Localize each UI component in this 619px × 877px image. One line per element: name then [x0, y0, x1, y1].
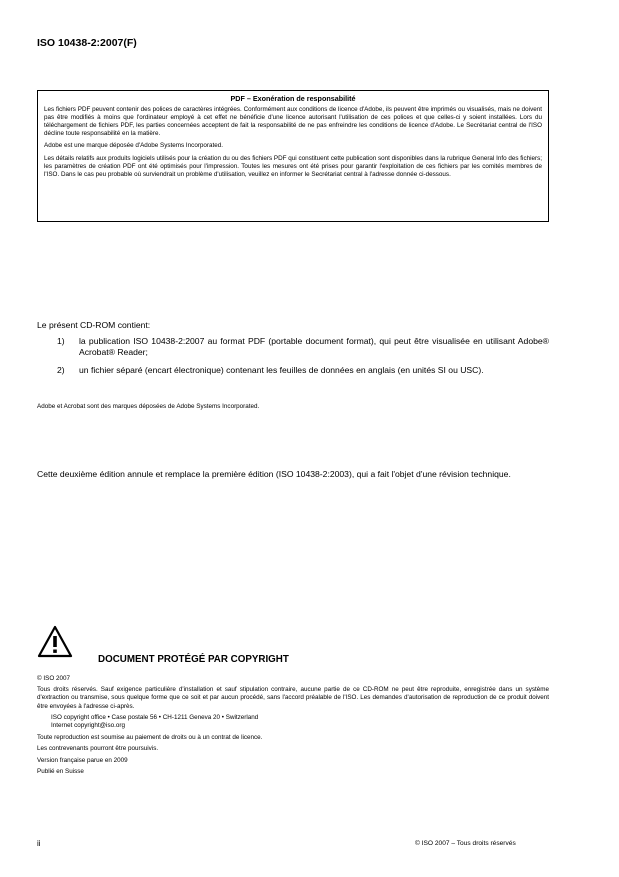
list-item-text: la publication ISO 10438-2:2007 au format PDF (portable document format), qui peut être visualisée en utilisant Adobe® Acrobat® Reader; [79, 336, 549, 357]
list-item-text: un fichier séparé (encart électronique) contenant les feuilles de données en anglais (en unités SI ou USC). [79, 365, 484, 375]
pdf-disclaimer-box [37, 90, 549, 222]
list-item [37, 336, 549, 358]
copyright-year: © ISO 2007 [37, 675, 70, 682]
warning-triangle-icon [37, 624, 73, 660]
page-number: ii [37, 839, 41, 848]
trademark-note: Adobe et Acrobat sont des marques déposées de Adobe Systems Incorporated. [37, 403, 260, 410]
copyright-line: Les contrevenants pourront être poursuivis. [37, 745, 159, 753]
disclaimer-paragraph: Adobe est une marque déposée d'Adobe Systems Incorporated. [44, 142, 224, 150]
cdrom-contents-list [37, 336, 549, 383]
list-item-number: 2) [57, 365, 65, 375]
copyright-line: Version française parue en 2009 [37, 756, 128, 764]
copyright-rights: Tous droits réservés. Sauf exigence particulière d'installation et sauf stipulation contraire, aucune partie de ce CD-ROM ne peut être reproduite, enregistrée dans un système d'extraction ou transmise, sous quelque forme que ce soit et par aucun procédé, sans l'accord préalable de l'ISO. Les demandes d'autorisation de reproduction de ce produit doivent être envoyées à l'adresse ci-après. [37, 686, 549, 710]
disclaimer-title: PDF – Exonération de responsabilité [230, 94, 356, 103]
document-id: ISO 10438-2:2007(F) [37, 37, 137, 49]
edition-note: Cette deuxième édition annule et remplace la première édition (ISO 10438-2:2003), qui a fait l'objet d'une révision technique. [37, 469, 511, 479]
list-item-number: 1) [57, 336, 65, 346]
list-item [37, 365, 549, 376]
address-internet: Internet copyright@iso.org [51, 722, 125, 730]
disclaimer-paragraph: Les fichiers PDF peuvent contenir des polices de caractères intégrées. Conformément aux conditions de licence d'Adobe, ils peuvent être imprimés ou visualisés, mais ne doivent pas être modifiés à moins que l'ordinateur employé à cet effet ne bénéficie d'une licence autorisant l'utilisation de ces polices et que celles-ci y soient installées. Lors du téléchargement de fichiers PDF, les parties concernées acceptent de fait la responsabilité de ne pas enfreindre les conditions de licence d'Adobe. Le Secrétariat central de l'ISO décline toute responsabilité en la matière. [44, 106, 542, 138]
cdrom-intro: Le présent CD-ROM contient: [37, 320, 151, 330]
copyright-block [37, 675, 549, 779]
copyright-address [37, 714, 549, 730]
disclaimer-paragraph: Les détails relatifs aux produits logiciels utilisés pour la création du ou des fichiers PDF qui constituent cette publication sont disponibles dans la rubrique General Info des fichiers; les paramètres de création PDF ont été optimisés pour l'impression. Toutes les mesures ont été prises pour garantir l'exploitation de ces fichiers par les comités membres de l'ISO. Dans le cas peu probable où surviendrait un problème d'utilisation, veuillez en informer le Secrétariat central à l'adresse donnée ci-dessous. [44, 154, 542, 178]
copyright-line: Publié en Suisse [37, 767, 84, 775]
footer-rights: © ISO 2007 – Tous droits réservés [415, 840, 516, 847]
copyright-title: DOCUMENT PROTÉGÉ PAR COPYRIGHT [98, 654, 289, 665]
copyright-line: Toute reproduction est soumise au paiement de droits ou à un contrat de licence. [37, 734, 263, 742]
address-line: ISO copyright office • Case postale 56 • CH-1211 Geneva 20 • Switzerland [51, 713, 259, 721]
